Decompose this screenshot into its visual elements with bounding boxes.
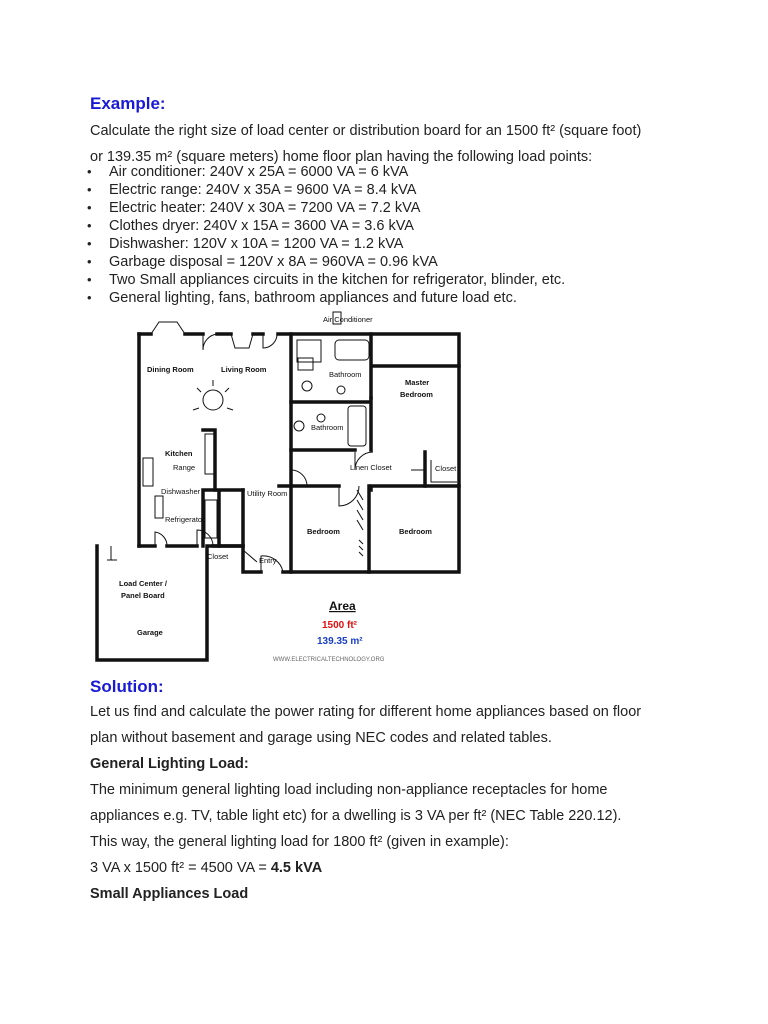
list-item: • Two Small appliances circuits in the kitchen for refrigerator, blinder, etc. <box>90 271 565 289</box>
bedroom-label-1: Bedroom <box>307 527 340 536</box>
floor-plan <box>93 310 473 670</box>
general-lighting-line-3: This way, the general lighting load for 1800 ft² (given in example): <box>90 834 509 850</box>
general-lighting-calc <box>90 855 690 881</box>
solution-heading: Solution: <box>90 677 164 696</box>
load-center-label-2: Panel Board <box>121 591 165 600</box>
list-item: • Electric heater: 240V x 30A = 7200 VA = 7.2 kVA <box>90 199 565 217</box>
closet-label-2: Closet <box>207 552 229 561</box>
example-intro-line-2: or 139.35 m² (square meters) home floor plan having the following load points: <box>90 149 593 165</box>
calc-result: 4.5 kVA <box>270 860 323 876</box>
entry-label: Entry <box>259 556 277 565</box>
utility-room-label: Utility Room <box>247 489 288 498</box>
load-list <box>90 163 565 307</box>
air-conditioner-label: Air Conditioner <box>323 315 373 324</box>
watermark: WWW.ELECTRICALTECHNOLOGY.ORG <box>273 657 385 663</box>
list-item: • Clothes dryer: 240V x 15A = 3600 VA = 3.6 kVA <box>90 217 565 235</box>
dining-room-label: Dining Room <box>147 365 194 374</box>
solution-intro-line-2: plan without basement and garage using NEC codes and related tables. <box>90 730 552 746</box>
garage-label: Garage <box>137 628 163 637</box>
list-item: • Garbage disposal = 120V x 8A = 960VA = 0.96 kVA <box>90 253 565 271</box>
list-item: • Dishwasher: 120V x 10A = 1200 VA = 1.2 kVA <box>90 235 565 253</box>
master-bedroom-label-1: Master <box>405 378 430 387</box>
area-m-value: 139.35 m² <box>317 636 363 647</box>
solution-intro <box>90 699 690 907</box>
calc-text: 3 VA x 1500 ft² = 4500 VA = <box>90 860 271 876</box>
linen-closet-label: Linen Closet <box>350 463 392 472</box>
bathroom-label-2: Bathroom <box>311 423 344 432</box>
example-intro-line-1: Calculate the right size of load center or distribution board for an 1500 ft² (square foot) <box>90 123 642 139</box>
list-item: • Electric range: 240V x 35A = 9600 VA = 8.4 kVA <box>90 181 565 199</box>
area-title: Area <box>329 599 356 613</box>
general-lighting-heading: General Lighting Load: <box>90 756 249 772</box>
example-heading: Example: <box>90 94 166 113</box>
bedroom-label-2: Bedroom <box>399 527 432 536</box>
load-center-label-1: Load Center / <box>119 579 167 588</box>
refrigerator-label: Refrigerator <box>165 515 205 524</box>
range-label: Range <box>173 463 196 472</box>
list-item: • Air conditioner: 240V x 25A = 6000 VA = 6 kVA <box>90 163 565 181</box>
small-appliances-heading: Small Appliances Load <box>90 886 249 902</box>
general-lighting-line-1: The minimum general lighting load including non-appliance receptacles for home <box>90 782 608 798</box>
dishwasher-label: Dishwasher <box>161 487 201 496</box>
list-item: • General lighting, fans, bathroom appliances and future load etc. <box>90 289 565 307</box>
solution-intro-line-1: Let us find and calculate the power rating for different home appliances based on floor <box>90 704 642 720</box>
area-ft-value: 1500 ft² <box>322 620 358 631</box>
bathroom-label-1: Bathroom <box>329 370 362 379</box>
living-room-label: Living Room <box>221 365 267 374</box>
kitchen-label: Kitchen <box>165 449 193 458</box>
master-bedroom-label-2: Bedroom <box>400 390 433 399</box>
closet-label-1: Closet <box>435 464 457 473</box>
general-lighting-line-2: appliances e.g. TV, table light etc) for a dwelling is 3 VA per ft² (NEC Table 220.12). <box>90 808 622 824</box>
